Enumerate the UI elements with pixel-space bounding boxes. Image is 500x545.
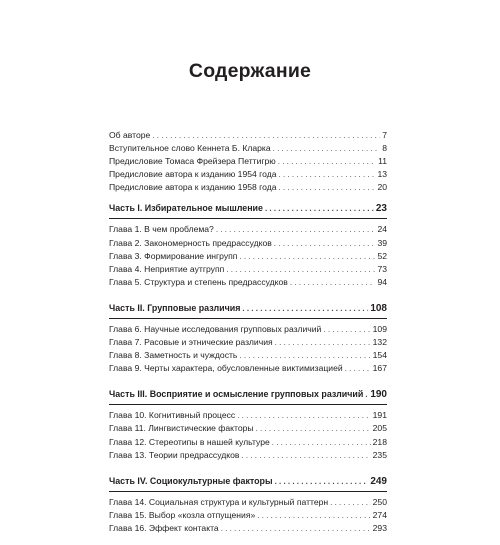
dot-leader <box>265 200 374 218</box>
dot-leader <box>279 168 376 181</box>
toc-entry-page: 274 <box>372 509 387 520</box>
dot-leader <box>275 336 371 349</box>
toc-part-label: Часть II. Групповые различия <box>109 302 241 313</box>
toc-entry-page: 52 <box>377 250 387 261</box>
toc-entry-label: Предисловие автора к изданию 1958 года <box>109 182 277 193</box>
toc-entry-label: Глава 5. Структура и степень предрассудков <box>109 276 288 287</box>
toc-part-label: Часть III. Восприятие и осмысление групповых различий <box>109 389 364 400</box>
toc-entry-page: 132 <box>372 337 387 348</box>
toc-entry <box>109 142 387 155</box>
dot-leader <box>152 129 380 142</box>
toc-intro-group <box>109 129 387 194</box>
toc-entry-page: 13 <box>377 169 387 180</box>
toc-entry-page: 205 <box>372 423 387 434</box>
dot-leader <box>237 409 370 422</box>
toc-part-page: 249 <box>370 475 387 487</box>
toc-entry <box>109 223 387 236</box>
toc-entry <box>109 449 387 462</box>
toc-entry-page: 235 <box>372 449 387 460</box>
toc-entry-label: Глава 8. Заметность и чуждость <box>109 350 238 361</box>
toc-entry <box>109 250 387 263</box>
toc-entry-label: Глава 1. В чем проблема? <box>109 224 214 235</box>
toc-part-3 <box>109 385 387 461</box>
toc-part-label: Часть IV. Социокультурные факторы <box>109 475 273 486</box>
toc-entry-label: Глава 10. Когнитивный процесс <box>109 410 236 421</box>
toc-entry-label: Вступительное слово Кеннета Б. Кларка <box>109 143 271 154</box>
toc-part-4 <box>109 472 387 535</box>
toc-entry <box>109 522 387 535</box>
toc-entry <box>109 362 387 375</box>
toc-entry <box>109 237 387 250</box>
toc-entry <box>109 496 387 509</box>
dot-leader <box>275 473 369 491</box>
toc-entry-label: Глава 2. Закономерность предрассудков <box>109 237 272 248</box>
toc-entry-label: Глава 14. Социальная структура и культурный паттерн <box>109 496 329 507</box>
dot-leader <box>274 237 376 250</box>
toc-entry <box>109 436 387 449</box>
dot-leader <box>239 349 370 362</box>
toc-entry <box>109 276 387 289</box>
toc-entry-label: Глава 6. Научные исследования групповых различий <box>109 323 322 334</box>
toc-part-1 <box>109 199 387 288</box>
divider <box>109 318 387 319</box>
dot-leader <box>226 263 375 276</box>
toc-entry-page: 154 <box>372 350 387 361</box>
dot-leader <box>365 386 368 404</box>
divider <box>109 491 387 492</box>
dot-leader <box>290 276 376 289</box>
table-of-contents <box>109 129 387 545</box>
toc-entry-label: Предисловие автора к изданию 1954 года <box>109 169 277 180</box>
toc-entry <box>109 422 387 435</box>
page-title: Содержание <box>188 60 312 82</box>
toc-entry-label: Глава 12. Стереотипы в нашей культуре <box>109 436 270 447</box>
toc-entry <box>109 509 387 522</box>
dot-leader <box>323 323 370 336</box>
toc-entry-page: 218 <box>372 436 387 447</box>
toc-entry-label: Об авторе <box>109 130 151 140</box>
dot-leader <box>278 155 376 168</box>
toc-entry-page: 293 <box>372 522 387 533</box>
toc-entry <box>109 129 387 142</box>
toc-entry-page: 39 <box>377 237 387 248</box>
dot-leader <box>241 449 370 462</box>
toc-entry-label: Глава 13. Теории предрассудков <box>109 449 240 460</box>
toc-entry <box>109 323 387 336</box>
toc-entry-label: Предисловие Томаса Фрейзера Петтигрю <box>109 156 276 167</box>
toc-entry-page: 11 <box>378 156 387 167</box>
toc-part-label: Часть I. Избирательное мышление <box>109 203 263 214</box>
toc-entry-label: Глава 16. Эффект контакта <box>109 522 219 533</box>
toc-entry <box>109 263 387 276</box>
toc-entry-label: Глава 7. Расовые и этнические различия <box>109 337 273 348</box>
dot-leader <box>242 300 368 318</box>
toc-entry <box>109 409 387 422</box>
toc-entry-label: Глава 3. Формирование ингрупп <box>109 250 238 261</box>
toc-entry-page: 94 <box>377 276 387 287</box>
dot-leader <box>216 223 376 236</box>
toc-entry-label: Глава 15. Выбор «козла отпущения» <box>109 509 256 520</box>
toc-entry <box>109 168 387 181</box>
toc-entry-label: Глава 11. Лингвистические факторы <box>109 423 254 434</box>
toc-entry <box>109 181 387 194</box>
toc-entry-page: 109 <box>372 323 387 334</box>
toc-entry-page: 24 <box>377 224 387 235</box>
dot-leader <box>345 362 371 375</box>
toc-entry <box>109 336 387 349</box>
toc-entry-page: 167 <box>372 363 387 374</box>
dot-leader <box>330 496 371 509</box>
dot-leader <box>256 422 371 435</box>
dot-leader <box>279 181 376 194</box>
toc-entry-page: 73 <box>377 263 387 274</box>
divider <box>109 218 387 219</box>
toc-part-heading <box>109 199 387 217</box>
divider <box>109 404 387 405</box>
toc-entry-label: Глава 9. Черты характера, обусловленные виктимизацией <box>109 363 343 374</box>
toc-part-page: 23 <box>375 203 387 215</box>
toc-part-page: 108 <box>370 302 387 314</box>
toc-part-2 <box>109 299 387 375</box>
toc-part-heading <box>109 385 387 403</box>
toc-entry <box>109 349 387 362</box>
dot-leader <box>239 250 375 263</box>
toc-entry-page: 8 <box>382 143 387 154</box>
toc-entry-page: 250 <box>372 496 387 507</box>
toc-part-page: 190 <box>370 389 387 401</box>
toc-entry-page: 20 <box>377 182 387 193</box>
dot-leader <box>257 509 370 522</box>
toc-entry-label: Глава 4. Неприятие аутгрупп <box>109 263 225 274</box>
dot-leader <box>273 142 381 155</box>
toc-entry-page: 7 <box>382 130 387 140</box>
dot-leader <box>221 522 371 535</box>
toc-part-heading <box>109 299 387 317</box>
dot-leader <box>272 436 371 449</box>
toc-entry <box>109 155 387 168</box>
toc-part-heading <box>109 472 387 490</box>
toc-entry-page: 191 <box>372 410 387 421</box>
